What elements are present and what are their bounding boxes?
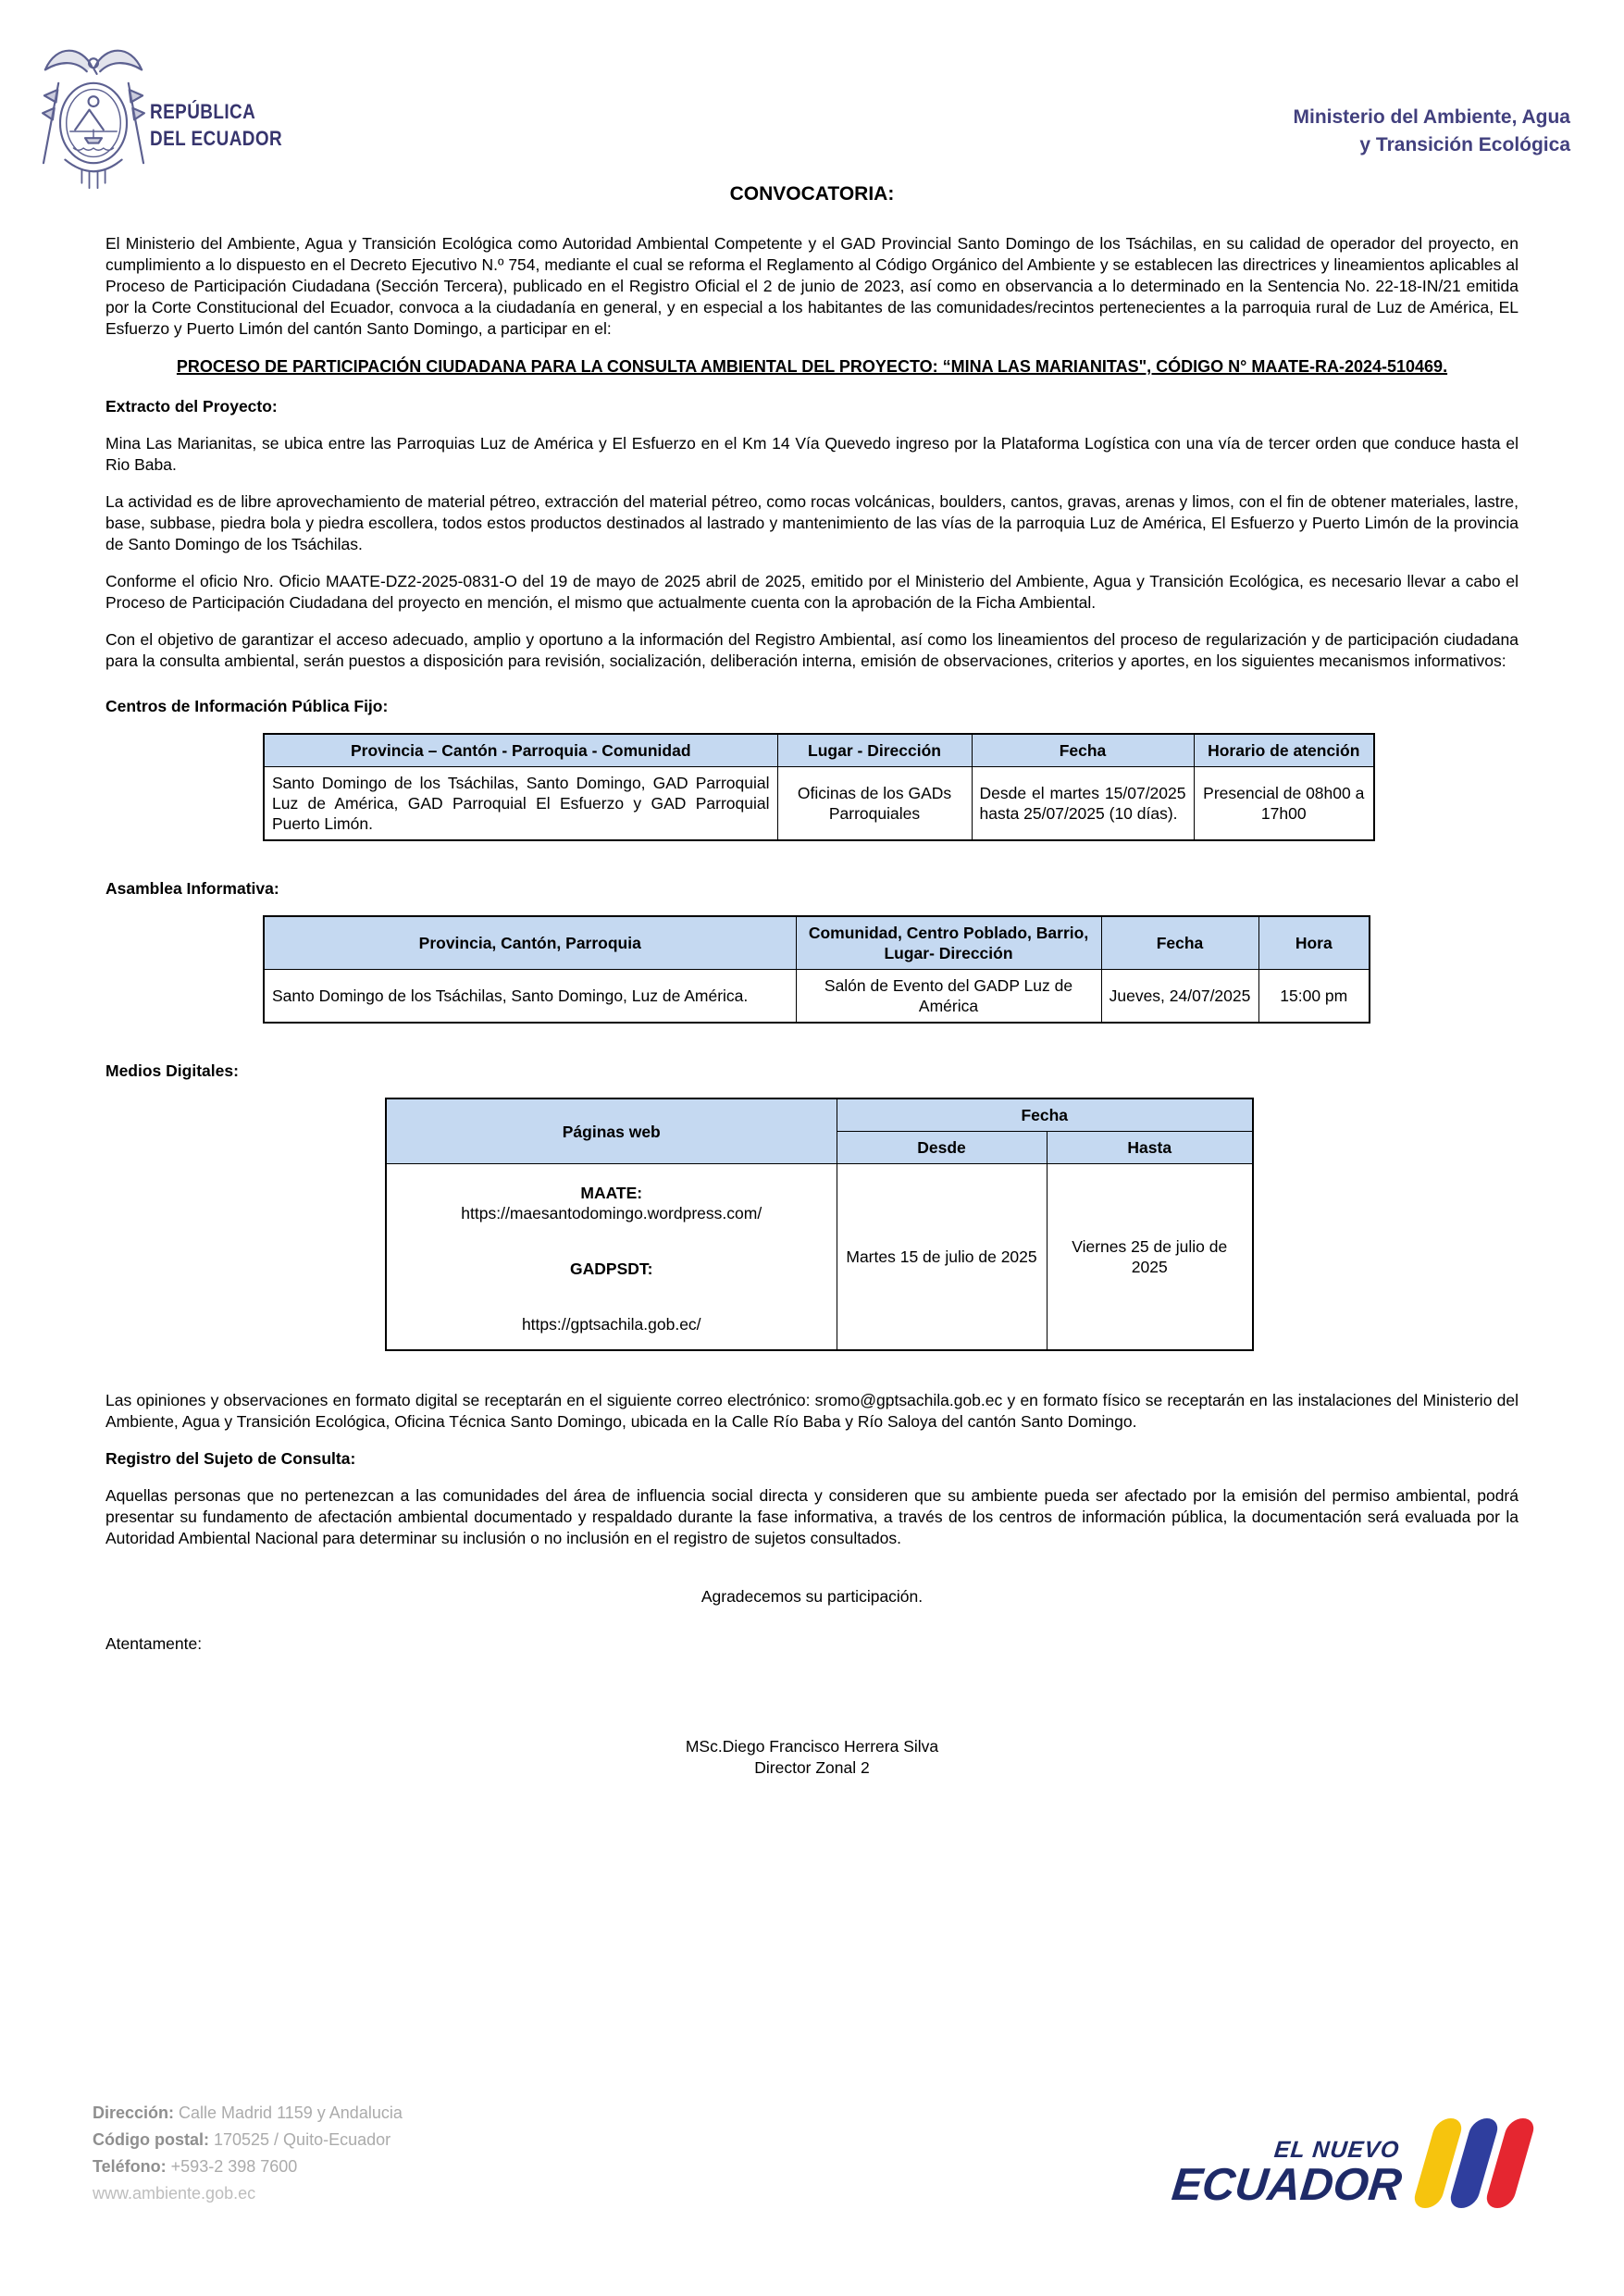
gadpsdt-url: https://gptsachila.gob.ec/ xyxy=(521,1315,701,1334)
intro-paragraph: El Ministerio del Ambiente, Agua y Transición Ecológica como Autoridad Ambiental Competente y el GAD Provincial Santo Domingo de los Tsáchilas, en su calidad de operador del proyecto, en cumplimiento a lo dispuesto en el Decreto Ejecutivo N.º 754, mediante el cual se reforma el Reglamento al Código Orgánico del Ambiente y se establecen las directrices y lineamientos aplicables al Proceso de Participación Ciudadana (Sección Tercera), publicado en el Registro Oficial el 2 de junio de 2023, así como en observancia a lo determinado en la Sentencia No. 22-18-IN/21 emitida por la Corte Constitucional del Ecuador, convoca a la ciudadanía en general, y en especial a los habitantes de las comunidades/recintos pertenecientes a la parroquia rural de Luz de América, EL Esfuerzo y Puerto Limón del cantón Santo Domingo, a participar en el: xyxy=(105,234,1519,338)
coat-of-arms-ecuador-icon xyxy=(35,37,152,197)
contact-postal xyxy=(93,2127,403,2153)
medios-header-fecha: Fecha xyxy=(837,1098,1253,1132)
medios-header-hasta: Hasta xyxy=(1047,1132,1253,1164)
postal-label: Código postal: xyxy=(93,2130,209,2149)
centros-cell-provincia: Santo Domingo de los Tsáchilas, Santo Domingo, GAD Parroquial Luz de América, GAD Parroquial El Esfuerzo y GAD Parroquial Puerto Limón. xyxy=(264,767,777,841)
medios-table xyxy=(385,1098,1254,1351)
centros-cell-lugar: Oficinas de los GADs Parroquiales xyxy=(777,767,972,841)
ministry-line2: y Transición Ecológica xyxy=(1359,134,1570,155)
asamblea-header-row xyxy=(264,916,1370,970)
letterhead xyxy=(0,0,1624,194)
centros-header-fecha: Fecha xyxy=(972,734,1194,767)
section-asamblea: Asamblea Informativa: xyxy=(105,879,279,898)
address-value: Calle Madrid 1159 y Andalucia xyxy=(174,2104,403,2122)
asamblea-header-hora: Hora xyxy=(1258,916,1370,970)
medios-cell-paginas xyxy=(386,1164,837,1351)
republic-title-line1: REPÚBLICA xyxy=(150,100,256,123)
asamblea-header-comunidad: Comunidad, Centro Poblado, Barrio, Lugar- Dirección xyxy=(796,916,1101,970)
republic-title-line2: DEL ECUADOR xyxy=(150,127,283,150)
paragraph-aquellas: Aquellas personas que no pertenezcan a las comunidades del área de influencia social directa y consideren que su ambiente pueda ser afectado por la emisión del permiso ambiental, podrá presentar su fundamento de afectación ambiental documentado y respaldado durante la fase informativa, a través de los centros de información pública, la documentación será evaluada por la Autoridad Ambiental Nacional para determinar su inclusión o no inclusión en el registro de sujetos consultados. xyxy=(105,1486,1519,1547)
postal-value: 170525 / Quito-Ecuador xyxy=(208,2130,391,2149)
paragraph-opiniones: Las opiniones y observaciones en formato digital se receptarán en el siguiente correo electrónico: sromo@gptsachila.gob.ec y en formato físico se receptarán en las instalaciones del Ministerio del Ambiente, Agua y Transición Ecológica, Oficina Técnica Santo Domingo, ubicada en la Calle Río Baba y Río Saloya del cantón Santo Domingo. xyxy=(105,1391,1519,1431)
el-nuevo-ecuador-logo xyxy=(1170,2118,1524,2210)
centros-cell-horario: Presencial de 08h00 a 17h00 xyxy=(1194,767,1374,841)
process-title: PROCESO DE PARTICIPACIÓN CIUDADANA PARA LA CONSULTA AMBIENTAL DEL PROYECTO: “MINA LAS MARIANITAS", CÓDIGO N° MAATE-RA-2024-510469. xyxy=(176,357,1448,376)
asamblea-header-fecha: Fecha xyxy=(1101,916,1258,970)
medios-header-desde: Desde xyxy=(837,1132,1047,1164)
signer-name: MSc.Diego Francisco Herrera Silva xyxy=(685,1737,939,1756)
phone-value: +593-2 398 7600 xyxy=(166,2157,298,2176)
asamblea-header-provincia: Provincia, Cantón, Parroquia xyxy=(264,916,796,970)
contact-address xyxy=(93,2100,403,2127)
ministry-title xyxy=(1294,104,1570,159)
asamblea-cell-fecha: Jueves, 24/07/2025 xyxy=(1101,970,1258,1024)
contact-block xyxy=(93,2100,403,2207)
contact-website: www.ambiente.gob.ec xyxy=(93,2184,256,2203)
centros-header-provincia: Provincia – Cantón - Parroquia - Comunidad xyxy=(264,734,777,767)
contact-phone xyxy=(93,2153,403,2180)
section-centros: Centros de Información Pública Fijo: xyxy=(105,697,389,715)
maate-label: MAATE: xyxy=(580,1184,643,1202)
signature-block xyxy=(105,1736,1519,1779)
section-registro: Registro del Sujeto de Consulta: xyxy=(105,1449,356,1468)
centros-data-row xyxy=(264,767,1374,841)
paragraph-objetivo: Con el objetivo de garantizar el acceso adecuado, amplio y oportuno a la información del Registro Ambiental, así como los lineamientos del proceso de regularización y de participación ciudadana para la consulta ambiental, serán puestos a disposición para revisión, socialización, deliberación interna, emisión de observaciones, criterios y aportes, en los siguientes mecanismos informativos: xyxy=(105,630,1519,670)
maate-url: https://maesantodomingo.wordpress.com/ xyxy=(461,1204,762,1222)
paragraph-conforme: Conforme el oficio Nro. Oficio MAATE-DZ2-2025-0831-O del 19 de mayo de 2025 abril de 2025, emitido por el Ministerio del Ambiente, Agua y Transición Ecológica, es necesario llevar a cabo el Proceso de Participación Ciudadana del proyecto en mención, el mismo que actualmente cuenta con la aprobación de la Ficha Ambiental. xyxy=(105,572,1519,612)
medios-cell-desde: Martes 15 de julio de 2025 xyxy=(837,1164,1047,1351)
phone-label: Teléfono: xyxy=(93,2157,167,2176)
centros-cell-fecha: Desde el martes 15/07/2025 hasta 25/07/2025 (10 días). xyxy=(972,767,1194,841)
thanks-line: Agradecemos su participación. xyxy=(700,1587,924,1606)
medios-header-row1 xyxy=(386,1098,1253,1132)
gadpsdt-label: GADPSDT: xyxy=(570,1260,653,1278)
closing-line: Atentamente: xyxy=(105,1634,203,1653)
page-footer xyxy=(0,2083,1624,2296)
medios-data-row xyxy=(386,1164,1253,1351)
paragraph-actividad: La actividad es de libre aprovechamiento de material pétreo, extracción del material pétreo, como rocas volcánicas, boulders, cantos, gravas, arenas y limos, con el fin de obtener materiales, lastre, base, subbase, piedra bola y piedra escollera, todos estos productos destinados al lastrado y mantenimiento de las vías de la parroquia Luz de América, El Esfuerzo y Puerto Limón de la provincia de Santo Domingo de los Tsáchilas. xyxy=(105,492,1519,553)
signer-role: Director Zonal 2 xyxy=(754,1758,870,1777)
paragraph-mina: Mina Las Marianitas, se ubica entre las Parroquias Luz de América y El Esfuerzo en el Km 14 Vía Quevedo ingreso por la Plataforma Logística con una vía de tercer orden que conduce hasta el Rio Baba. xyxy=(105,434,1519,474)
asamblea-table xyxy=(263,915,1370,1024)
ministry-line1: Ministerio del Ambiente, Agua xyxy=(1293,106,1570,128)
logo-text xyxy=(1170,2139,1407,2208)
logo-ecuador: ECUADOR xyxy=(1170,2160,1405,2210)
logo-el-nuevo: EL NUEVO xyxy=(1272,2137,1402,2163)
centros-header-horario: Horario de atención xyxy=(1194,734,1374,767)
centros-header-lugar: Lugar - Dirección xyxy=(777,734,972,767)
document-title: CONVOCATORIA: xyxy=(729,183,895,205)
address-label: Dirección: xyxy=(93,2104,175,2122)
asamblea-cell-provincia: Santo Domingo de los Tsáchilas, Santo Domingo, Luz de América. xyxy=(264,970,796,1024)
section-medios: Medios Digitales: xyxy=(105,1061,239,1080)
medios-header-paginas: Páginas web xyxy=(386,1098,837,1164)
centros-header-row xyxy=(264,734,1374,767)
asamblea-data-row xyxy=(264,970,1370,1024)
section-extracto: Extracto del Proyecto: xyxy=(105,397,278,416)
medios-cell-hasta: Viernes 25 de julio de 2025 xyxy=(1047,1164,1253,1351)
centros-table xyxy=(263,733,1375,841)
asamblea-cell-hora: 15:00 pm xyxy=(1258,970,1370,1024)
republic-title xyxy=(150,98,282,152)
asamblea-cell-comunidad: Salón de Evento del GADP Luz de América xyxy=(796,970,1101,1024)
flag-stripes-icon xyxy=(1403,2118,1537,2208)
